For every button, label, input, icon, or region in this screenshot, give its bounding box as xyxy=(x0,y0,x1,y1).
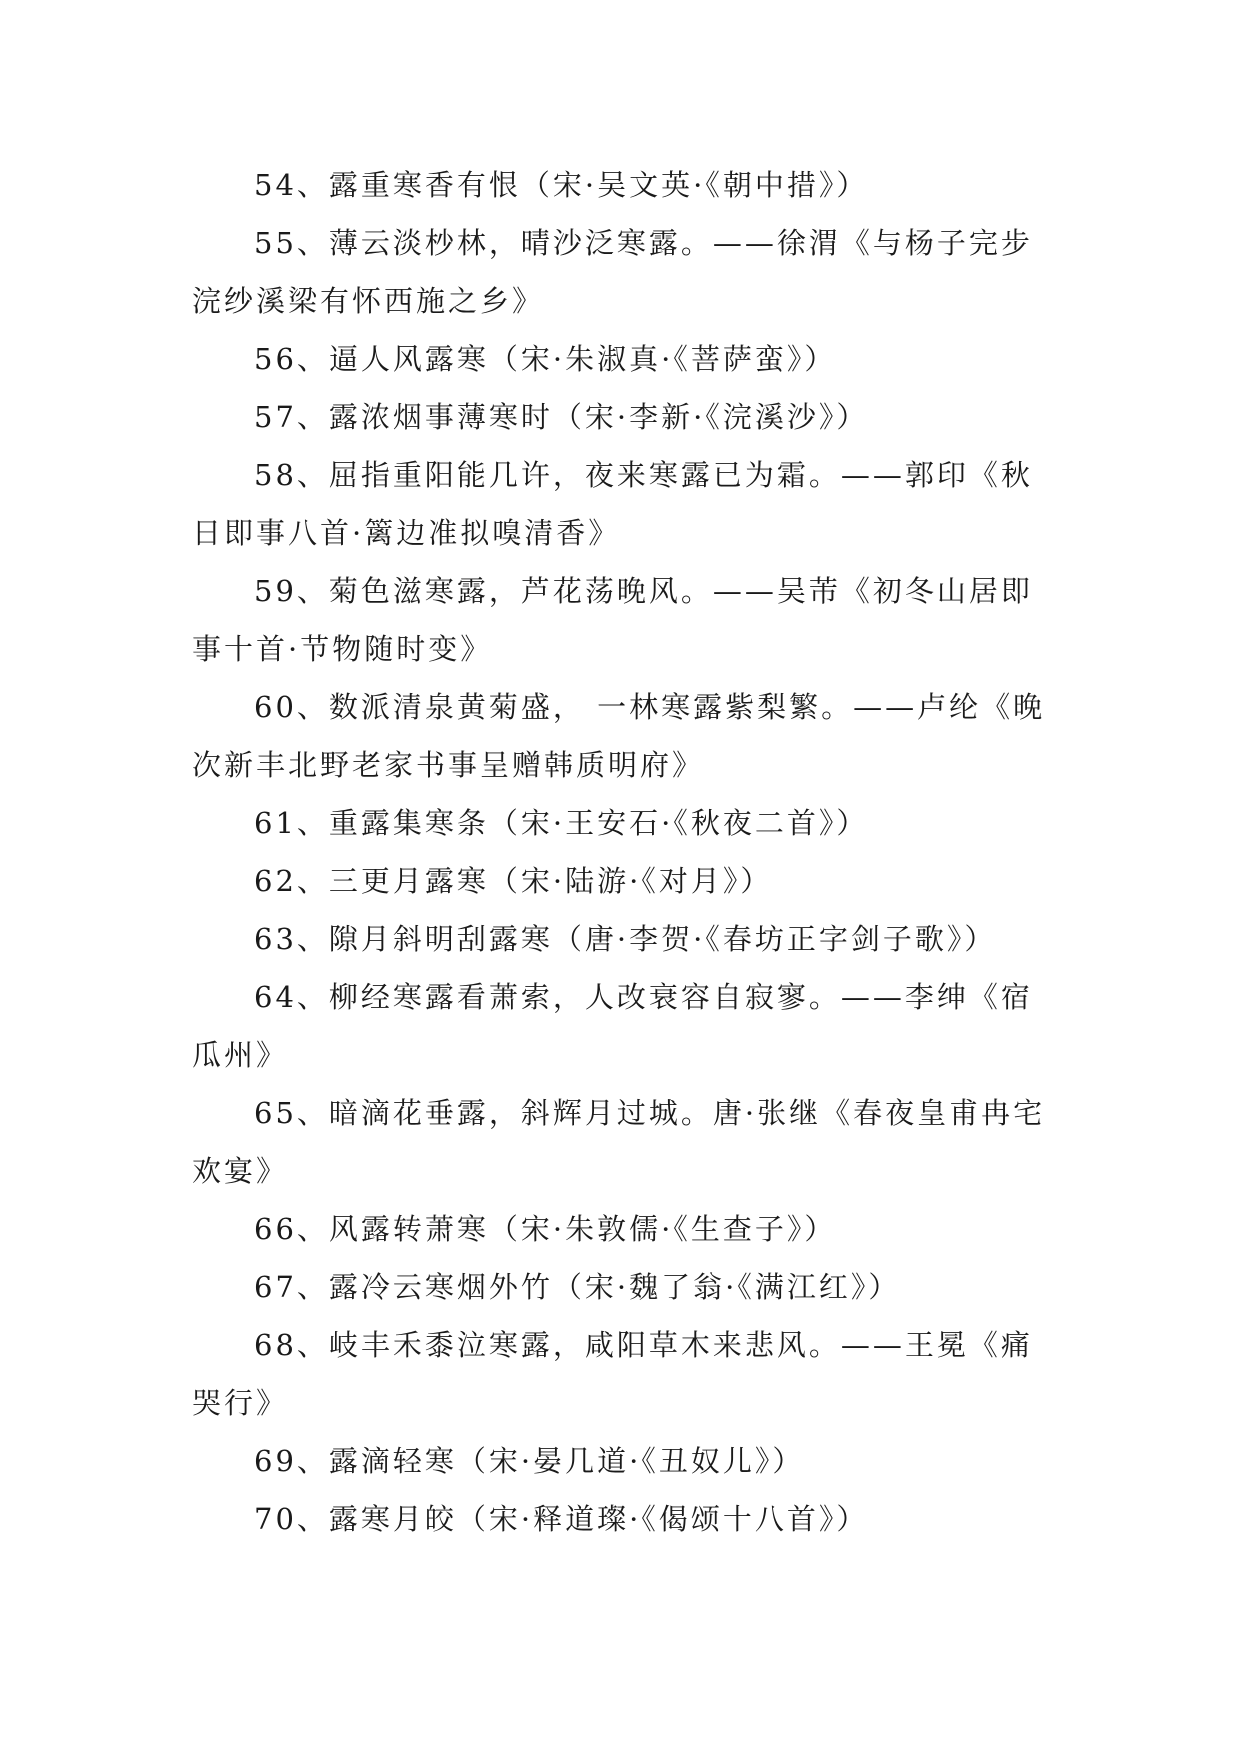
poem-entry-63: 63、隙月斜明刮露寒（唐·李贺·《春坊正字剑子歌》） xyxy=(254,922,997,956)
poem-entry-55: 55、薄云淡杪林，晴沙泛寒露。——徐渭《与杨子完步浣纱溪梁有怀西施之乡》 xyxy=(192,226,1033,318)
poem-entry-64: 64、柳经寒露看萧索，人改衰容自寂寥。——李绅《宿瓜州》 xyxy=(192,980,1033,1072)
poem-entry-60: 60、数派清泉黄菊盛， 一林寒露紫梨繁。——卢纶《晚次新丰北野老家书事呈赠韩质明府》 xyxy=(192,690,1046,782)
poem-entry-70: 70、露寒月皎（宋·释道璨·《偈颂十八首》） xyxy=(254,1502,869,1536)
poem-entry-54: 54、露重寒香有恨（宋·吴文英·《朝中措》） xyxy=(254,168,869,202)
poem-entry-69: 69、露滴轻寒（宋·晏几道·《丑奴儿》） xyxy=(254,1444,805,1478)
poem-entry-65: 65、暗滴花垂露，斜辉月过城。唐·张继《春夜皇甫冉宅欢宴》 xyxy=(192,1096,1046,1188)
poem-entry-56: 56、逼人风露寒（宋·朱淑真·《菩萨蛮》） xyxy=(254,342,837,376)
poem-entry-66: 66、风露转萧寒（宋·朱敦儒·《生查子》） xyxy=(254,1212,837,1246)
poem-entry-57: 57、露浓烟事薄寒时（宋·李新·《浣溪沙》） xyxy=(254,400,869,434)
poem-entry-62: 62、三更月露寒（宋·陆游·《对月》） xyxy=(254,864,773,898)
poem-entry-67: 67、露冷云寒烟外竹（宋·魏了翁·《满江红》） xyxy=(254,1270,901,1304)
poem-entry-59: 59、菊色滋寒露，芦花荡晚风。——吴芾《初冬山居即事十首·节物随时变》 xyxy=(192,574,1033,666)
poem-entry-61: 61、重露集寒条（宋·王安石·《秋夜二首》） xyxy=(254,806,869,840)
poem-entry-58: 58、屈指重阳能几许，夜来寒露已为霜。——郭印《秋日即事八首·篱边准拟嗅清香》 xyxy=(192,458,1033,550)
poem-list xyxy=(192,156,1052,1548)
poem-entry-68: 68、岐丰禾黍泣寒露，咸阳草木来悲风。——王冕《痛哭行》 xyxy=(192,1328,1033,1420)
